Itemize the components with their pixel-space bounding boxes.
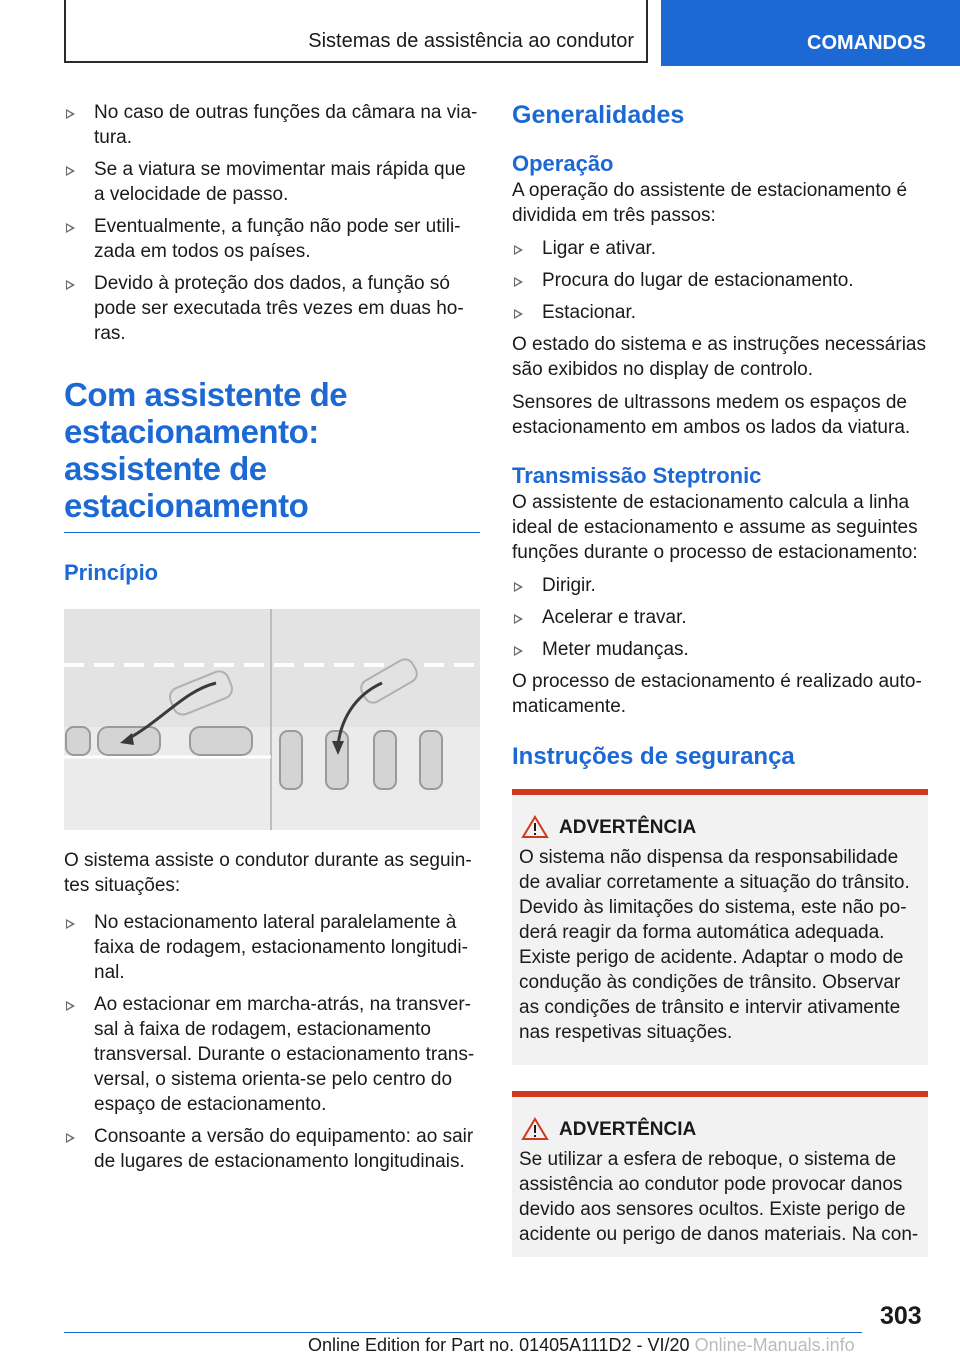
chapter-tab (661, 0, 960, 66)
list-item: Ao estacionar em marcha-atrás, na transver-sal à faixa de rodagem, estacionamento transversal. Durante o estacionamento trans-versal, o sistema orienta-se pelo centro do espaço de estacionamento. (64, 992, 480, 1117)
page-number: 303 (880, 1302, 922, 1330)
steptronic-functions-list (512, 573, 928, 662)
right-column (512, 100, 928, 1257)
list-item: Procura do lugar de estacionamento. (512, 268, 928, 293)
list-item: Consoante a versão do equipamento: ao sair de lugares de estacionamento longitudinais. (64, 1124, 480, 1174)
footer-divider (64, 1332, 862, 1333)
list-item: Acelerar e travar. (512, 605, 928, 630)
warning-box (512, 789, 928, 1065)
warning-title: ADVERTÊNCIA (519, 815, 921, 841)
safety-heading: Instruções de segurança (512, 743, 795, 770)
warning-text: O sistema não dispensa da responsabilidade de avaliar corretamente a situação do trânsito. Devido às limitações do sistema, este não po-derá reagir da forma automática adequada. Existe perigo de acidente. Adaptar o modo de condução às condições de trânsito. Observar as condições de trânsito e intervir ativamente nas respetivas situações. (519, 847, 910, 1043)
list-item: No estacionamento lateral paralelamente à faixa de rodagem, estacionamento longitudi-nal. (64, 910, 480, 985)
status-text: O estado do sistema e as instruções necessárias são exibidos no display de controlo. (512, 334, 926, 380)
warning-title: ADVERTÊNCIA (519, 1117, 921, 1143)
operation-heading: Operação (512, 151, 614, 176)
steptronic-text: O assistente de estacionamento calcula a linha ideal de estacionamento e assume as seguintes funções durante o processo de estacionamento: (512, 492, 918, 563)
triangle-bullet-icon (514, 277, 523, 287)
principle-text: O sistema assiste o condutor durante as seguin-tes situações: (64, 850, 472, 896)
triangle-bullet-icon (66, 166, 75, 176)
situations-list (64, 910, 480, 1174)
triangle-bullet-icon (514, 646, 523, 656)
steptronic-heading: Transmissão Steptronic (512, 463, 762, 488)
triangle-bullet-icon (66, 109, 75, 119)
sensor-text: Sensores de ultrassons medem os espaços de estacionamento em ambos os lados da viatura. (512, 392, 911, 438)
conditions-list (64, 100, 480, 346)
warning-triangle-icon (521, 815, 549, 839)
triangle-bullet-icon (514, 582, 523, 592)
list-item: Eventualmente, a função não pode ser utili-zada em todos os países. (64, 214, 480, 264)
triangle-bullet-icon (514, 245, 523, 255)
triangle-bullet-icon (514, 309, 523, 319)
triangle-bullet-icon (66, 1001, 75, 1011)
warning-box (512, 1091, 928, 1257)
list-item: Devido à proteção dos dados, a função só pode ser executada três vezes em duas ho-ras. (64, 271, 480, 346)
list-item: Meter mudanças. (512, 637, 928, 662)
operation-steps-list (512, 236, 928, 325)
warning-triangle-icon (521, 1117, 549, 1141)
general-heading: Generalidades (512, 101, 685, 129)
principle-heading: Princípio (64, 560, 159, 585)
page-header (0, 0, 960, 66)
chapter-title: COMANDOS (807, 32, 926, 54)
list-item: Estacionar. (512, 300, 928, 325)
list-item: Ligar e ativar. (512, 236, 928, 261)
triangle-bullet-icon (66, 280, 75, 290)
triangle-bullet-icon (66, 919, 75, 929)
triangle-bullet-icon (66, 1133, 75, 1143)
list-item: Dirigir. (512, 573, 928, 598)
triangle-bullet-icon (514, 614, 523, 624)
auto-text: O processo de estacionamento é realizado auto-maticamente. (512, 671, 922, 717)
footer-edition (308, 1335, 855, 1356)
section-title-box (64, 0, 648, 63)
parking-diagram-icon (64, 609, 480, 830)
left-column (64, 100, 480, 1181)
list-item: Se a viatura se movimentar mais rápida que a velocidade de passo. (64, 157, 480, 207)
watermark: Online-Manuals.info (694, 1335, 855, 1355)
list-item: No caso de outras funções da câmara na via-tura. (64, 100, 480, 150)
section-title: Sistemas de assistência ao condutor (308, 30, 634, 52)
parking-illustration (64, 609, 480, 830)
operation-text: A operação do assistente de estacionamento é dividida em três passos: (512, 180, 908, 226)
triangle-bullet-icon (66, 223, 75, 233)
main-heading: Com assistente de estacionamento: assistente de estacionamento (64, 376, 480, 533)
warning-text: Se utilizar a esfera de reboque, o sistema de assistência ao condutor pode provocar danos devido aos sensores ocultos. Existe perigo de acidente ou perigo de danos materiais. Na con- (519, 1149, 919, 1245)
edition-text: Online Edition for Part no. 01405A111D2 - VI/20 (308, 1335, 690, 1355)
